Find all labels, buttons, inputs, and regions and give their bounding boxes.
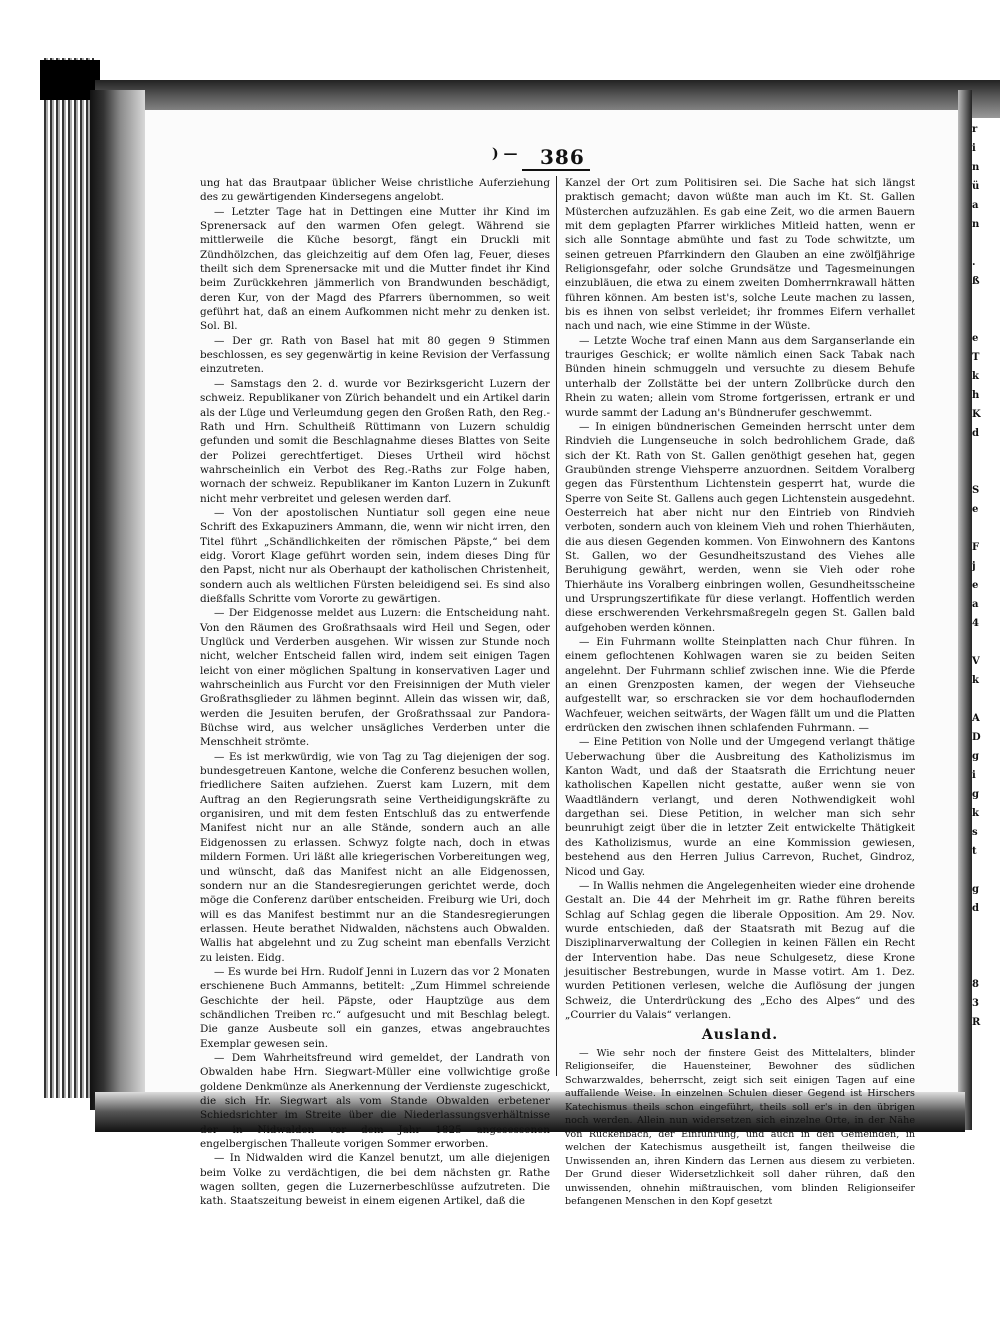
adjacent-fragment-glyph <box>972 291 1000 310</box>
paragraph: Kanzel der Ort zum Politisiren sei. Die Sache hat sich längst praktisch gemacht; davon wüßte man auch im Kt. St. Gallen Müsterchen aufzuzählen. Es gab eine Zeit, wo die armen Bauern mit dem geplagten Pfarrer wirkliches Mitleid hatten, wenn er sich alle Sonntage abmühte und fast zu Tode schwitzte, um seinen getreuen Pfarrkindern den Glauben an eine zwölfjährige Religionsgefahr, oder solche Grundsätze und Tagesmeinungen einzubläuen, die etwa zu einem zweiten Domherrnkrawall hätten führen können. Am besten ist's, solche Leute machen zu lassen, bis es ihnen von selbst verleidet; ihr frommes Eifern verhallet nach und nach, wie eine Stimme in der Wüste. <box>565 177 915 333</box>
adjacent-fragment-glyph: ü <box>972 181 980 192</box>
adjacent-fragment-glyph: d <box>972 903 979 914</box>
adjacent-fragment-glyph <box>972 937 1000 956</box>
gutter-shadow-right <box>958 90 972 1130</box>
adjacent-fragment-glyph: k <box>972 675 979 686</box>
adjacent-fragment-glyph: a <box>972 599 979 610</box>
adjacent-page-fragment <box>972 120 1000 1120</box>
column-divider <box>556 176 557 1076</box>
adjacent-fragment-glyph: i <box>972 143 976 154</box>
adjacent-fragment-glyph: V <box>972 656 980 667</box>
adjacent-fragment-glyph: S <box>972 485 980 496</box>
paragraph: — In Nidwalden wird die Kanzel benutzt, um alle diejenigen beim Volke zu verdächtigen, die bei dem nächsten gr. Rathe wagen sollten, gegen die Luzernerbeschlüsse aufzutreten. Die kath. Staatszeitung beweist in einem eigenen Artikel, daß die <box>200 1152 550 1208</box>
paragraph: — Wie sehr noch der finstere Geist des Mittelalters, blinder Religionseifer, die Hauensteiner, Bewohner des südlichen Schwarzwaldes, beherrscht, zeigt sich seit einigen Tagen auf eine auffallende Weise. In einzelnen Schulen dieser Gegend ist Hirschers Katechismus theils schon eingeführt, theils soll er's in den übrigen noch werden. Allein nun widersetzen sich einzelne Orte, in der Nähe von Rückenbach, der Einführung, und auch in den Gemeinden, in welchen der Katechismus ausgetheilt ist, fangen theilweise die Unwissenden an, ihren Kindern das Lernen aus diesem zu verbieten. Der Grund dieser Widersetzlichkeit soll daher rühren, daß den unwissenden, ohnehin mißtrauischen, vom blinden Religionseifer befangenen Menschen in den Kopf gesetzt <box>565 1047 915 1208</box>
paragraph: ung hat das Brautpaar üblicher Weise christliche Auferziehung des zu gewärtigenden Kindersegens angelobt. <box>200 177 550 204</box>
page-number: 386 <box>540 145 585 169</box>
adjacent-fragment-glyph: k <box>972 371 979 382</box>
adjacent-fragment-glyph <box>972 956 1000 975</box>
paragraph: — Samstags den 2. d. wurde vor Bezirksgericht Luzern der schweiz. Republikaner von Zürich behandelt und ein Artikel darin als der Lüge und Verleumdung gegen den Großen Rath, den Reg.-Rath und Hrn. Schultheiß Rüttimann von Luzern schuldig gefunden und somit die Beschlagnahme dieses Blattes von Seite der Polizei gerechtfertiget. Dieses Urtheil wird höchst wahrscheinlich ein Verbot des Reg.-Raths zur Folge haben, wornach der schweiz. Republikaner im Kanton Luzern in Zukunft nicht mehr verbreitet und gelesen werden darf. <box>200 377 550 505</box>
adjacent-fragment-glyph: s <box>972 827 978 838</box>
adjacent-fragment-glyph: 4 <box>972 618 979 629</box>
adjacent-fragment-glyph: e <box>972 580 979 591</box>
adjacent-fragment-glyph: n <box>972 162 980 173</box>
paragraph: — In Wallis nehmen die Angelegenheiten wieder eine drohende Gestalt an. Die 44 der Mehrheit im gr. Rathe führen bereits Schlag auf Schlag gegen die liberale Opposition. Am 29. Nov. wurde entschieden, daß der Staatsrath mit Bezug auf die Disziplinarverwaltung der Collegien in keinen Fällen ein Recht der Intervention habe. Das neue Schulgesetz, diese Krone jesuitischer Bestrebungen, wurde in Masse votirt. Am 1. Dez. wurden Petitionen verlesen, welche die Auflösung der jungen Schweiz, die Unterdrückung des „Echo des Alpes“ und des „Courrier du Valais“ verlangen. <box>565 879 915 1021</box>
adjacent-fragment-glyph <box>972 633 1000 652</box>
adjacent-fragment-glyph: r <box>972 124 978 135</box>
adjacent-fragment-glyph <box>972 519 1000 538</box>
paragraph: — Eine Petition von Nolle und der Umgegend verlangt thätige Ueberwachung über die Ausbreitung des Katholizismus im Kanton Wadt, und daß der Staatsrath die Errichtung neuer katholischen Kapellen nicht gestatte, außer wenn sie von Waadtländern verlangt, und deren Nothwendigkeit wohl dargethan sei. Diese Petition, in welcher man sich sehr beunruhigt zeigt über die in letzter Zeit entwickelte Thätigkeit des Katholizismus, wurde an eine Kommission gewiesen, bestehend aus den Herren Julius Carrevon, Ruchet, Gindroz, Nicod und Gay. <box>565 736 915 878</box>
paragraph: — Letzter Tage hat in Dettingen eine Mutter ihr Kind im Sprenersack auf den warmen Ofen gelegt. Während sie mittlerweile die Küche besorgt, fängt ein Druckli mit Zündhölzchen, das gleichzeitig auf dem Ofen lag, Feuer, dieses theilt sich dem Sprenersacke mit und die Mutter findet ihr Kind beim Zurückkehren jämmerlich von Brandwunden beschädigt, deren Kur, von der Magd des Pfarrers übernommen, so weit geführt hat, daß an einem Aufkommen nicht mehr zu denken ist. Sol. Bl. <box>200 205 550 333</box>
adjacent-fragment-glyph: R <box>972 1017 981 1028</box>
right-column <box>565 176 915 1209</box>
adjacent-fragment-glyph <box>972 443 1000 462</box>
paragraph: — Es wurde bei Hrn. Rudolf Jenni in Luzern das vor 2 Monaten erschienene Buch Ammanns, betitelt: „Zum Himmel schreiende Geschichte der heil. Päpste, oder Hauptzüge aus dem schändlichen Treiben rc.“ aufgesucht und mit Beschlag belegt. Die ganze Ausbeute soll ein ganzes, etwas angebrauchtes Exemplar gewesen sein. <box>200 965 550 1050</box>
adjacent-fragment-glyph <box>972 234 1000 253</box>
adjacent-fragment-glyph: T <box>972 352 980 363</box>
adjacent-fragment-glyph: d <box>972 428 979 439</box>
paragraph: — Ein Fuhrmann wollte Steinplatten nach Chur führen. In einem geflochtenen Kohlwagen waren sie zu beiden Seiten angelehnt. Der Fuhrmann schlief zwischen inne. Wie die Pferde an einen Grenzposten kamen, der wegen der Viehseuche aufgestellt war, so erschracken sie vor dem hochauflodernden Wachfeuer, weichen seitwärts, der Wagen fällt um und die Platten erdrücken den zwischen ihnen schlafenden Fuhrmann. — <box>565 636 915 735</box>
paragraph: — Es ist merkwürdig, wie von Tag zu Tag diejenigen der sog. bundesgetreuen Kantone, welche die Conferenz besuchen wollen, friedlichere Saiten aufziehen. Zuerst kam Luzern, mit dem Auftrag an den Regierungsrath seine Vertheidigungskräfte zu organisiren, und mit dem festen Entschluß das zu entwerfende Manifest nicht nur an alle Stände, sondern auch an alle Eidgenossen zu erlassen. Schwyz folgte nach, doch in etwas mildern Formen. Uri läßt alle kriegerischen Vorbereitungen weg, und wünscht, daß das Manifest nicht an alle Eidgenossen, sondern nur an die Standesregierungen gerichtet werde, doch möge die Conferenz darüber entscheiden. Freiburg wie Uri, doch will es das Manifest bestimmt nur an die Standesregierungen erlassen. Heute berathet Nidwalden, nächstens auch Obwalden. Wallis hat abgelehnt und zu Zug scheint man ebenfalls Verzicht zu leisten. Eidg. <box>200 750 550 964</box>
adjacent-fragment-glyph: 8 <box>972 979 979 990</box>
paragraph: — Von der apostolischen Nuntiatur soll gegen eine neue Schrift des Exkapuziners Ammann, die, wenn wir nicht irren, den Titel führt „Schändlichkeiten der römischen Päpste,“ bei dem eidg. Vorort Klage geführt worden sein, indem dieses Ding für den Papst, nicht nur als Oberhaupt der katholischen Christenheit, sondern auch als weltlichen Fürsten beleidigend sei. Es sind also dießfalls Schritte vom Vororte zu gewärtigen. <box>200 506 550 605</box>
adjacent-fragment-glyph: ß <box>972 276 980 287</box>
page-mark: ) — <box>492 146 518 162</box>
adjacent-fragment-glyph: j <box>972 561 976 572</box>
paragraph: — Letzte Woche traf einen Mann aus dem Sarganserlande ein trauriges Geschick; er wollte nämlich einen Sack Tabak nach Bünden hinein schmuggeln und versuchte zu diesem Behufe unterhalb der Zollstätte bei der untern Zollbrücke durch den Rhein zu waten; allein vom Strome fortgerissen, ertrank er und wurde sammt der Ladung an's Bündnerufer geschwemmt. <box>565 334 915 419</box>
page-number-rule <box>522 169 590 171</box>
paragraph: — Dem Wahrheitsfreund wird gemeldet, der Landrath von Obwalden habe Hrn. Siegwart-Müller eine vollwichtige große goldene Denkmünze als Anerkennung der Verdienste zugeschickt, die sich Hr. Siegwart als vom Stande Obwalden erbetener Schiedsrichter im Streite über die Niederlassungsverhältnisse der in Nidwalden vor dem Jahr 1825 angesessenen engelbergischen Thalleute vorigen Sommer erworben. <box>200 1051 550 1151</box>
adjacent-fragment-glyph: e <box>972 333 979 344</box>
adjacent-fragment-glyph <box>972 861 1000 880</box>
adjacent-fragment-glyph <box>972 462 1000 481</box>
adjacent-fragment-glyph: h <box>972 390 980 401</box>
adjacent-fragment-glyph: 3 <box>972 998 979 1009</box>
adjacent-fragment-glyph: D <box>972 732 981 743</box>
adjacent-fragment-glyph: g <box>972 789 979 800</box>
adjacent-fragment-glyph: i <box>972 770 976 781</box>
adjacent-fragment-glyph: n <box>972 219 980 230</box>
adjacent-fragment-glyph: F <box>972 542 980 553</box>
adjacent-fragment-glyph <box>972 310 1000 329</box>
paragraph: — Der Eidgenosse meldet aus Luzern: die Entscheidung naht. Von den Räumen des Großrathsaals wird Heil und Segen, oder Unglück und Verderben ausgehen. Wir wissen zur Stunde noch nicht, welcher Entscheid fallen wird, indem seit einigen Tagen leicht von einer möglichen Spaltung in konservativen Lager und wahrscheinlich aus Furcht vor den Freisinnigen der Muth vieler Großrathsglieder zu lähmen beginnt. Allein das wissen wir, daß, werden die Jesuiten berufen, der Großrathssaal zur Pandora-Büchse wird, aus welcher unsägliches Verderben unter die Menschheit strömte. <box>200 607 550 749</box>
section-heading: Ausland. <box>701 1027 779 1044</box>
book-spine-shadow <box>90 90 145 1110</box>
adjacent-fragment-glyph: A <box>972 713 980 724</box>
adjacent-fragment-glyph: e <box>972 504 979 515</box>
adjacent-fragment-glyph: k <box>972 808 979 819</box>
adjacent-fragment-glyph: K <box>972 409 981 420</box>
paragraph: — Der gr. Rath von Basel hat mit 80 gegen 9 Stimmen beschlossen, es sey gegenwärtig in keine Revision der Verfassung einzutreten. <box>200 334 550 376</box>
adjacent-fragment-glyph: g <box>972 751 979 762</box>
adjacent-fragment-glyph: g <box>972 884 979 895</box>
left-column <box>200 176 550 1209</box>
adjacent-fragment-glyph: a <box>972 200 979 211</box>
paragraph: — In einigen bündnerischen Gemeinden herrscht unter dem Rindvieh die Lungenseuche in solch bedrohlichem Grade, daß sich der Kt. Rath von St. Gallen genöthigt gesehen hat, gegen Graubünden strenge Viehsperre anzuordnen. Seitdem Voralberg gegen das Fürstenthum Lichtenstein gesperrt hat, wurde die Sperre von Seite St. Gallens auch gegen Lichtenstein ausgedehnt. Oesterreich hat aber nicht nur den Eintrieb von Rindvieh verboten, sondern auch von kleinem Vieh und rohen Thierhäuten, die aus diesen Gegenden kommen. Von Einwohnern des Kantons St. Gallen, wo der Gesundheitszustand des Viehes alle Beruhigung gewährt, werden, wenn sie Vieh oder rohe Thierhäute ins Voralberg einbringen wollen, Gesundheitsscheine und Ursprungszertifikate für diese verlangt. Hoffentlich werden diese erschwerenden Verkehrsmaßregeln gegen St. Gallen bald aufgehoben werden können. <box>565 420 915 634</box>
adjacent-fragment-glyph <box>972 690 1000 709</box>
book-edge-left <box>42 58 94 1098</box>
adjacent-fragment-glyph: . <box>972 257 976 268</box>
adjacent-fragment-glyph: t <box>972 846 977 857</box>
adjacent-fragment-glyph <box>972 918 1000 937</box>
